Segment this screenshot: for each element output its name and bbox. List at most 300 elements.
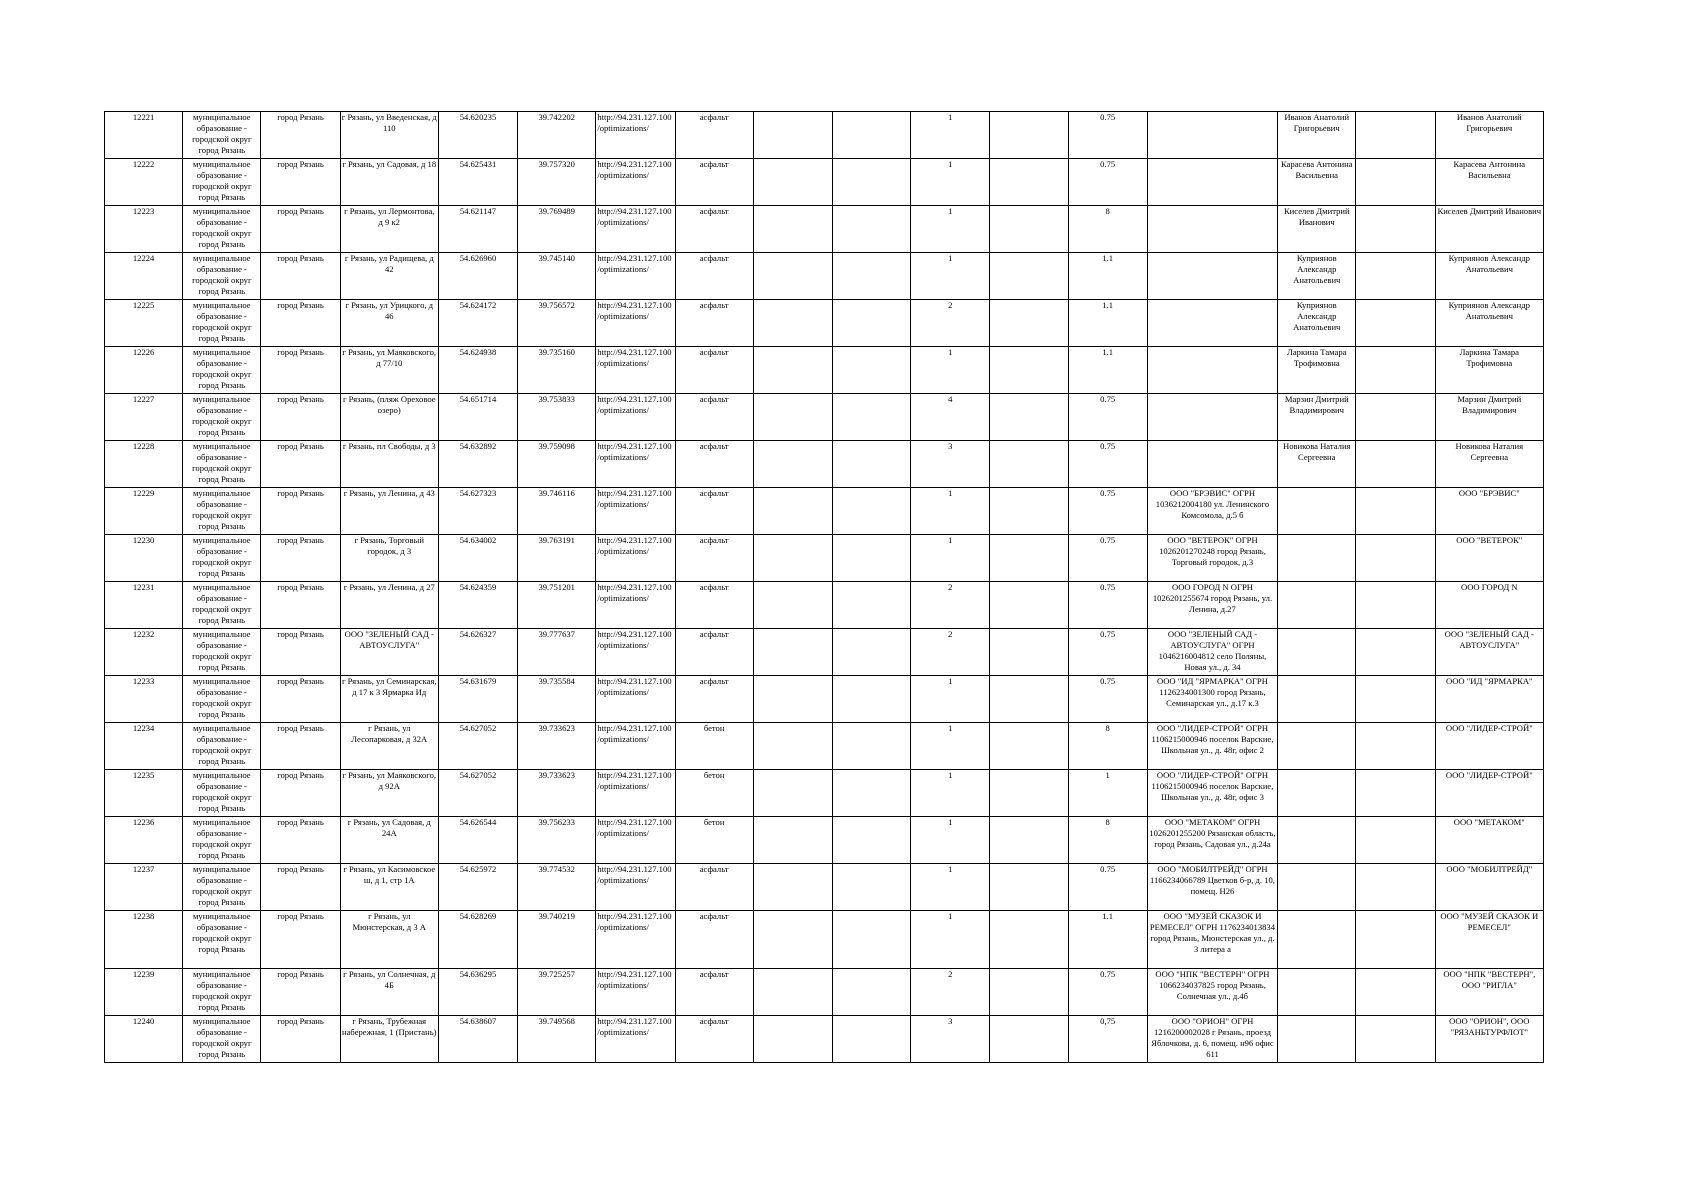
cell-owner xyxy=(1278,911,1356,969)
cell-owner: Марзин Дмитрий Владимирович xyxy=(1278,394,1356,441)
cell-organization: ООО "ИД "ЯРМАРКА" ОГРН 1126234001300 город Рязань, Семинарская ул., д.17 к.3 xyxy=(1147,676,1277,723)
cell-col-10 xyxy=(832,159,910,206)
cell-municipality: муниципальное образование - городской округ город Рязань xyxy=(183,300,261,347)
cell-container-count: 1 xyxy=(911,159,990,206)
cell-settlement: город Рязань xyxy=(261,1016,340,1063)
cell-owner xyxy=(1278,817,1356,864)
cell-settlement: город Рязань xyxy=(261,723,340,770)
cell-latitude: 54.627052 xyxy=(438,770,517,817)
table-row xyxy=(105,1016,1544,1063)
cell-address: г Рязань, (пляж Ореховое озеро) xyxy=(340,394,438,441)
cell-col-12 xyxy=(990,394,1068,441)
cell-owner: Карасева Антонина Васильевна xyxy=(1278,159,1356,206)
cell-row-number: 12240 xyxy=(105,1016,183,1063)
cell-address: г Рязань, ул Садовая, д 18 xyxy=(340,159,438,206)
cell-col-9 xyxy=(753,206,832,253)
cell-surface: асфальт xyxy=(675,969,753,1016)
cell-owner xyxy=(1278,770,1356,817)
cell-surface: асфальт xyxy=(675,535,753,582)
cell-municipality: муниципальное образование - городской округ город Рязань xyxy=(183,535,261,582)
cell-longitude: 39.756233 xyxy=(518,817,596,864)
table-row xyxy=(105,676,1544,723)
cell-col-9 xyxy=(753,969,832,1016)
cell-organization: ООО "МОБИЛТРЕЙД" ОГРН 1166234066789 Цветков б-р, д. 10, помещ. Н26 xyxy=(1147,864,1277,911)
cell-address: г Рязань, ул Лесопарковая, д 32А xyxy=(340,723,438,770)
cell-link: http://94.231.127.100/optimizations/ xyxy=(596,441,675,488)
cell-col-12 xyxy=(990,253,1068,300)
cell-container-count: 1 xyxy=(911,911,990,969)
cell-link: http://94.231.127.100/optimizations/ xyxy=(596,206,675,253)
cell-longitude: 39.749568 xyxy=(518,1016,596,1063)
cell-longitude: 39.757320 xyxy=(518,159,596,206)
cell-organization: ООО "ЗЕЛЕНЫЙ САД - АВТОУСЛУГА" ОГРН 1046216004812 село Поляны, Новая ул., д. 34 xyxy=(1147,629,1277,676)
cell-col-10 xyxy=(832,441,910,488)
cell-municipality: муниципальное образование - городской округ город Рязань xyxy=(183,770,261,817)
table-row xyxy=(105,253,1544,300)
cell-col-10 xyxy=(832,535,910,582)
cell-container-count: 2 xyxy=(911,300,990,347)
cell-col-9 xyxy=(753,582,832,629)
cell-municipality: муниципальное образование - городской округ город Рязань xyxy=(183,864,261,911)
cell-municipality: муниципальное образование - городской округ город Рязань xyxy=(183,817,261,864)
cell-container-count: 1 xyxy=(911,817,990,864)
cell-address: г Рязань, ул Ленина, д 43 xyxy=(340,488,438,535)
cell-address: г Рязань, ул Солнечная, д 4Б xyxy=(340,969,438,1016)
cell-col-9 xyxy=(753,723,832,770)
cell-col-9 xyxy=(753,629,832,676)
cell-owner: Киселев Дмитрий Иванович xyxy=(1278,206,1356,253)
cell-owner-name: ООО "МУЗЕЙ СКАЗОК И РЕМЕСЕЛ" xyxy=(1435,911,1543,969)
cell-row-number: 12230 xyxy=(105,535,183,582)
cell-container-count: 1 xyxy=(911,347,990,394)
cell-volume: 1.1 xyxy=(1068,911,1147,969)
cell-col-16 xyxy=(1356,817,1435,864)
cell-latitude: 54.627323 xyxy=(438,488,517,535)
table-row xyxy=(105,629,1544,676)
cell-address: г Рязань, пл Свободы, д 3 xyxy=(340,441,438,488)
cell-col-12 xyxy=(990,1016,1068,1063)
cell-volume: 0.75 xyxy=(1068,582,1147,629)
cell-latitude: 54.636295 xyxy=(438,969,517,1016)
cell-volume: 0.75 xyxy=(1068,394,1147,441)
cell-owner xyxy=(1278,723,1356,770)
cell-col-12 xyxy=(990,535,1068,582)
cell-volume: 0.75 xyxy=(1068,159,1147,206)
cell-row-number: 12238 xyxy=(105,911,183,969)
cell-link: http://94.231.127.100/optimizations/ xyxy=(596,770,675,817)
cell-owner xyxy=(1278,1016,1356,1063)
cell-col-10 xyxy=(832,911,910,969)
cell-col-9 xyxy=(753,488,832,535)
cell-row-number: 12237 xyxy=(105,864,183,911)
cell-settlement: город Рязань xyxy=(261,629,340,676)
cell-longitude: 39.759098 xyxy=(518,441,596,488)
cell-link: http://94.231.127.100/optimizations/ xyxy=(596,723,675,770)
cell-settlement: город Рязань xyxy=(261,347,340,394)
cell-latitude: 54.651714 xyxy=(438,394,517,441)
cell-owner-name: Новикова Наталия Сергеевна xyxy=(1435,441,1543,488)
cell-surface: асфальт xyxy=(675,206,753,253)
cell-settlement: город Рязань xyxy=(261,676,340,723)
cell-surface: асфальт xyxy=(675,582,753,629)
cell-link: http://94.231.127.100/optimizations/ xyxy=(596,488,675,535)
cell-col-12 xyxy=(990,969,1068,1016)
cell-col-9 xyxy=(753,817,832,864)
cell-row-number: 12235 xyxy=(105,770,183,817)
cell-owner xyxy=(1278,969,1356,1016)
cell-longitude: 39.751201 xyxy=(518,582,596,629)
table-row xyxy=(105,864,1544,911)
cell-col-12 xyxy=(990,676,1068,723)
cell-row-number: 12226 xyxy=(105,347,183,394)
table-row xyxy=(105,112,1544,159)
cell-container-count: 2 xyxy=(911,969,990,1016)
cell-col-12 xyxy=(990,159,1068,206)
cell-link: http://94.231.127.100/optimizations/ xyxy=(596,347,675,394)
cell-latitude: 54.624359 xyxy=(438,582,517,629)
cell-municipality: муниципальное образование - городской округ город Рязань xyxy=(183,1016,261,1063)
cell-latitude: 54.627052 xyxy=(438,723,517,770)
table-row xyxy=(105,441,1544,488)
table-row xyxy=(105,300,1544,347)
cell-volume: 0.75 xyxy=(1068,488,1147,535)
cell-surface: асфальт xyxy=(675,112,753,159)
cell-latitude: 54.631679 xyxy=(438,676,517,723)
cell-col-16 xyxy=(1356,864,1435,911)
cell-surface: асфальт xyxy=(675,1016,753,1063)
cell-municipality: муниципальное образование - городской округ город Рязань xyxy=(183,206,261,253)
cell-col-12 xyxy=(990,817,1068,864)
cell-link: http://94.231.127.100/optimizations/ xyxy=(596,629,675,676)
cell-longitude: 39.774532 xyxy=(518,864,596,911)
cell-address: г Рязань, ул Маяковского, д 77/10 xyxy=(340,347,438,394)
cell-address: г Рязань, Торговый городок, д 3 xyxy=(340,535,438,582)
cell-municipality: муниципальное образование - городской округ город Рязань xyxy=(183,441,261,488)
cell-organization xyxy=(1147,347,1277,394)
cell-owner-name: Карасева Антонина Васильевна xyxy=(1435,159,1543,206)
cell-owner: Иванов Анатолий Григорьевич xyxy=(1278,112,1356,159)
cell-volume: 0.75 xyxy=(1068,112,1147,159)
cell-volume: 8 xyxy=(1068,206,1147,253)
cell-col-12 xyxy=(990,629,1068,676)
cell-col-16 xyxy=(1356,112,1435,159)
cell-col-10 xyxy=(832,676,910,723)
cell-longitude: 39.746116 xyxy=(518,488,596,535)
cell-col-12 xyxy=(990,112,1068,159)
cell-address: г Рязань, ул Лермонтова, д 9 к2 xyxy=(340,206,438,253)
cell-municipality: муниципальное образование - городской округ город Рязань xyxy=(183,112,261,159)
cell-longitude: 39.733623 xyxy=(518,770,596,817)
cell-municipality: муниципальное образование - городской округ город Рязань xyxy=(183,394,261,441)
cell-volume: 1 xyxy=(1068,770,1147,817)
cell-row-number: 12222 xyxy=(105,159,183,206)
cell-col-16 xyxy=(1356,770,1435,817)
cell-col-10 xyxy=(832,629,910,676)
cell-settlement: город Рязань xyxy=(261,911,340,969)
cell-owner-name: ООО "НПК "ВЕСТЕРН", ООО "РИГЛА" xyxy=(1435,969,1543,1016)
cell-col-10 xyxy=(832,300,910,347)
cell-organization xyxy=(1147,206,1277,253)
cell-owner-name: Ларкина Тамара Трофимовна xyxy=(1435,347,1543,394)
cell-col-9 xyxy=(753,347,832,394)
cell-col-10 xyxy=(832,488,910,535)
cell-col-10 xyxy=(832,347,910,394)
cell-link: http://94.231.127.100/optimizations/ xyxy=(596,864,675,911)
table-row xyxy=(105,159,1544,206)
cell-owner-name: ООО "ЛИДЕР-СТРОЙ" xyxy=(1435,723,1543,770)
cell-col-16 xyxy=(1356,253,1435,300)
cell-container-count: 1 xyxy=(911,723,990,770)
cell-address: г Рязань, ул Маяковского, д 92А xyxy=(340,770,438,817)
cell-row-number: 12234 xyxy=(105,723,183,770)
cell-link: http://94.231.127.100/optimizations/ xyxy=(596,676,675,723)
cell-organization xyxy=(1147,159,1277,206)
cell-volume: 0.75 xyxy=(1068,441,1147,488)
cell-address: г Рязань, ул Радищева, д 42 xyxy=(340,253,438,300)
table-row xyxy=(105,582,1544,629)
cell-settlement: город Рязань xyxy=(261,394,340,441)
cell-col-16 xyxy=(1356,535,1435,582)
cell-container-count: 2 xyxy=(911,582,990,629)
cell-owner xyxy=(1278,676,1356,723)
cell-settlement: город Рязань xyxy=(261,864,340,911)
cell-organization: ООО "ОРИОН" ОГРН 1216200002028 г Рязань, проезд Яблочкова, д. 6, помещ. н96 офис 611 xyxy=(1147,1016,1277,1063)
cell-col-12 xyxy=(990,723,1068,770)
cell-col-10 xyxy=(832,253,910,300)
cell-col-9 xyxy=(753,394,832,441)
cell-owner-name: Марзин Дмитрий Владимирович xyxy=(1435,394,1543,441)
cell-row-number: 12231 xyxy=(105,582,183,629)
cell-longitude: 39.763191 xyxy=(518,535,596,582)
cell-link: http://94.231.127.100/optimizations/ xyxy=(596,159,675,206)
cell-organization: ООО "ЛИДЕР-СТРОЙ" ОГРН 1106215000946 поселок Варские, Школьная ул., д. 48г, офис 2 xyxy=(1147,723,1277,770)
cell-col-10 xyxy=(832,723,910,770)
cell-volume: 0.75 xyxy=(1068,629,1147,676)
cell-col-12 xyxy=(990,488,1068,535)
table-row xyxy=(105,770,1544,817)
cell-owner: Куприянов Александр Анатольевич xyxy=(1278,253,1356,300)
cell-organization: ООО "ВЕТЕРОК" ОГРН 1026201270248 город Рязань, Торговый городок, д.3 xyxy=(1147,535,1277,582)
cell-longitude: 39.745140 xyxy=(518,253,596,300)
cell-municipality: муниципальное образование - городской округ город Рязань xyxy=(183,911,261,969)
cell-link: http://94.231.127.100/optimizations/ xyxy=(596,1016,675,1063)
cell-municipality: муниципальное образование - городской округ город Рязань xyxy=(183,159,261,206)
cell-owner: Куприянов Александр Анатольевич xyxy=(1278,300,1356,347)
cell-col-10 xyxy=(832,112,910,159)
cell-surface: асфальт xyxy=(675,911,753,969)
cell-owner-name: ООО "МОБИЛТРЕЙД" xyxy=(1435,864,1543,911)
cell-latitude: 54.620235 xyxy=(438,112,517,159)
cell-owner-name: ООО "ЛИДЕР-СТРОЙ" xyxy=(1435,770,1543,817)
cell-col-16 xyxy=(1356,723,1435,770)
cell-municipality: муниципальное образование - городской округ город Рязань xyxy=(183,676,261,723)
cell-col-10 xyxy=(832,864,910,911)
cell-owner-name: ООО "ЗЕЛЕНЫЙ САД - АВТОУСЛУГА" xyxy=(1435,629,1543,676)
cell-col-12 xyxy=(990,206,1068,253)
cell-latitude: 54.628269 xyxy=(438,911,517,969)
table-row xyxy=(105,817,1544,864)
cell-col-12 xyxy=(990,300,1068,347)
cell-latitude: 54.634002 xyxy=(438,535,517,582)
cell-latitude: 54.632892 xyxy=(438,441,517,488)
cell-volume: 0.75 xyxy=(1068,969,1147,1016)
cell-surface: асфальт xyxy=(675,629,753,676)
cell-latitude: 54.626960 xyxy=(438,253,517,300)
cell-container-count: 3 xyxy=(911,441,990,488)
registry-table xyxy=(104,111,1544,1063)
cell-surface: бетон xyxy=(675,770,753,817)
cell-row-number: 12232 xyxy=(105,629,183,676)
cell-container-count: 1 xyxy=(911,112,990,159)
cell-owner-name: Иванов Анатолий Григорьевич xyxy=(1435,112,1543,159)
cell-longitude: 39.769489 xyxy=(518,206,596,253)
cell-address: г Рязань, ул Мюнстерская, д 3 А xyxy=(340,911,438,969)
cell-settlement: город Рязань xyxy=(261,770,340,817)
cell-col-9 xyxy=(753,535,832,582)
cell-owner-name: ООО "ИД "ЯРМАРКА" xyxy=(1435,676,1543,723)
cell-col-9 xyxy=(753,864,832,911)
cell-owner-name: Куприянов Александр Анатольевич xyxy=(1435,253,1543,300)
cell-address: г Рязань, ул Введенская, д 110 xyxy=(340,112,438,159)
cell-row-number: 12227 xyxy=(105,394,183,441)
cell-col-10 xyxy=(832,1016,910,1063)
cell-owner: Ларкина Тамара Трофимовна xyxy=(1278,347,1356,394)
cell-owner xyxy=(1278,864,1356,911)
cell-settlement: город Рязань xyxy=(261,300,340,347)
cell-organization: ООО "ЛИДЕР-СТРОЙ" ОГРН 1106215000946 поселок Варские, Школьная ул., д. 48г, офис 3 xyxy=(1147,770,1277,817)
cell-volume: 1.1 xyxy=(1068,300,1147,347)
cell-col-10 xyxy=(832,582,910,629)
table-row xyxy=(105,911,1544,969)
cell-col-12 xyxy=(990,911,1068,969)
cell-volume: 0,75 xyxy=(1068,1016,1147,1063)
cell-container-count: 1 xyxy=(911,535,990,582)
cell-settlement: город Рязань xyxy=(261,817,340,864)
cell-volume: 0.75 xyxy=(1068,676,1147,723)
cell-latitude: 54.624172 xyxy=(438,300,517,347)
cell-owner-name: Куприянов Александр Анатольевич xyxy=(1435,300,1543,347)
cell-link: http://94.231.127.100/optimizations/ xyxy=(596,911,675,969)
cell-settlement: город Рязань xyxy=(261,206,340,253)
cell-latitude: 54.621147 xyxy=(438,206,517,253)
cell-col-10 xyxy=(832,770,910,817)
cell-settlement: город Рязань xyxy=(261,441,340,488)
cell-longitude: 39.756572 xyxy=(518,300,596,347)
cell-surface: асфальт xyxy=(675,676,753,723)
cell-owner-name: ООО "ВЕТЕРОК" xyxy=(1435,535,1543,582)
cell-col-12 xyxy=(990,864,1068,911)
cell-municipality: муниципальное образование - городской округ город Рязань xyxy=(183,488,261,535)
cell-col-16 xyxy=(1356,347,1435,394)
cell-volume: 1.1 xyxy=(1068,347,1147,394)
cell-address: г Рязань, ул Касимовское ш, д 1, стр 1А xyxy=(340,864,438,911)
cell-col-16 xyxy=(1356,1016,1435,1063)
cell-organization xyxy=(1147,300,1277,347)
cell-latitude: 54.624938 xyxy=(438,347,517,394)
cell-col-16 xyxy=(1356,629,1435,676)
table-row xyxy=(105,535,1544,582)
cell-owner xyxy=(1278,488,1356,535)
cell-row-number: 12236 xyxy=(105,817,183,864)
cell-latitude: 54.626544 xyxy=(438,817,517,864)
cell-link: http://94.231.127.100/optimizations/ xyxy=(596,535,675,582)
cell-latitude: 54.638607 xyxy=(438,1016,517,1063)
cell-longitude: 39.725257 xyxy=(518,969,596,1016)
cell-col-16 xyxy=(1356,911,1435,969)
cell-col-16 xyxy=(1356,676,1435,723)
cell-col-16 xyxy=(1356,394,1435,441)
table-row xyxy=(105,394,1544,441)
cell-owner-name: ООО "БРЭВИС" xyxy=(1435,488,1543,535)
table-row xyxy=(105,969,1544,1016)
cell-row-number: 12229 xyxy=(105,488,183,535)
cell-surface: асфальт xyxy=(675,394,753,441)
table-row xyxy=(105,347,1544,394)
cell-surface: асфальт xyxy=(675,159,753,206)
cell-longitude: 39.740219 xyxy=(518,911,596,969)
cell-settlement: город Рязань xyxy=(261,582,340,629)
cell-settlement: город Рязань xyxy=(261,112,340,159)
cell-longitude: 39.777637 xyxy=(518,629,596,676)
cell-link: http://94.231.127.100/optimizations/ xyxy=(596,112,675,159)
cell-col-9 xyxy=(753,300,832,347)
cell-address: г Рязань, Трубежная набережная, 1 (Пристань) xyxy=(340,1016,438,1063)
cell-link: http://94.231.127.100/optimizations/ xyxy=(596,394,675,441)
cell-longitude: 39.753833 xyxy=(518,394,596,441)
cell-surface: асфальт xyxy=(675,253,753,300)
cell-surface: бетон xyxy=(675,723,753,770)
cell-volume: 8 xyxy=(1068,723,1147,770)
cell-organization: ООО "НПК "ВЕСТЕРН" ОГРН 1066234037825 город Рязань, Солнечная ул., д.4б xyxy=(1147,969,1277,1016)
cell-col-10 xyxy=(832,394,910,441)
cell-col-12 xyxy=(990,441,1068,488)
cell-container-count: 1 xyxy=(911,253,990,300)
cell-container-count: 1 xyxy=(911,676,990,723)
cell-row-number: 12224 xyxy=(105,253,183,300)
cell-col-9 xyxy=(753,253,832,300)
cell-owner-name: ООО ГОРОД N xyxy=(1435,582,1543,629)
cell-link: http://94.231.127.100/optimizations/ xyxy=(596,817,675,864)
cell-col-9 xyxy=(753,112,832,159)
cell-organization: ООО "БРЭВИС" ОГРН 1036212004180 ул. Ленинского Комсомола, д.5 б xyxy=(1147,488,1277,535)
cell-col-16 xyxy=(1356,969,1435,1016)
cell-container-count: 2 xyxy=(911,629,990,676)
cell-organization xyxy=(1147,112,1277,159)
cell-col-10 xyxy=(832,969,910,1016)
cell-col-9 xyxy=(753,770,832,817)
cell-organization xyxy=(1147,253,1277,300)
cell-link: http://94.231.127.100/optimizations/ xyxy=(596,253,675,300)
cell-organization: ООО ГОРОД N ОГРН 1026201255674 город Рязань, ул. Ленина, д.27 xyxy=(1147,582,1277,629)
cell-owner-name: ООО "МЕТАКОМ" xyxy=(1435,817,1543,864)
cell-container-count: 3 xyxy=(911,1016,990,1063)
cell-container-count: 1 xyxy=(911,864,990,911)
cell-row-number: 12228 xyxy=(105,441,183,488)
cell-volume: 8 xyxy=(1068,817,1147,864)
cell-municipality: муниципальное образование - городской округ город Рязань xyxy=(183,582,261,629)
cell-container-count: 1 xyxy=(911,206,990,253)
cell-owner-name: ООО "ОРИОН", ООО "РЯЗАНЬТУРФЛОТ" xyxy=(1435,1016,1543,1063)
cell-municipality: муниципальное образование - городской округ город Рязань xyxy=(183,723,261,770)
cell-col-16 xyxy=(1356,300,1435,347)
cell-row-number: 12239 xyxy=(105,969,183,1016)
cell-container-count: 1 xyxy=(911,770,990,817)
cell-organization xyxy=(1147,394,1277,441)
cell-longitude: 39.733623 xyxy=(518,723,596,770)
cell-surface: асфальт xyxy=(675,488,753,535)
cell-latitude: 54.625431 xyxy=(438,159,517,206)
cell-municipality: муниципальное образование - городской округ город Рязань xyxy=(183,969,261,1016)
